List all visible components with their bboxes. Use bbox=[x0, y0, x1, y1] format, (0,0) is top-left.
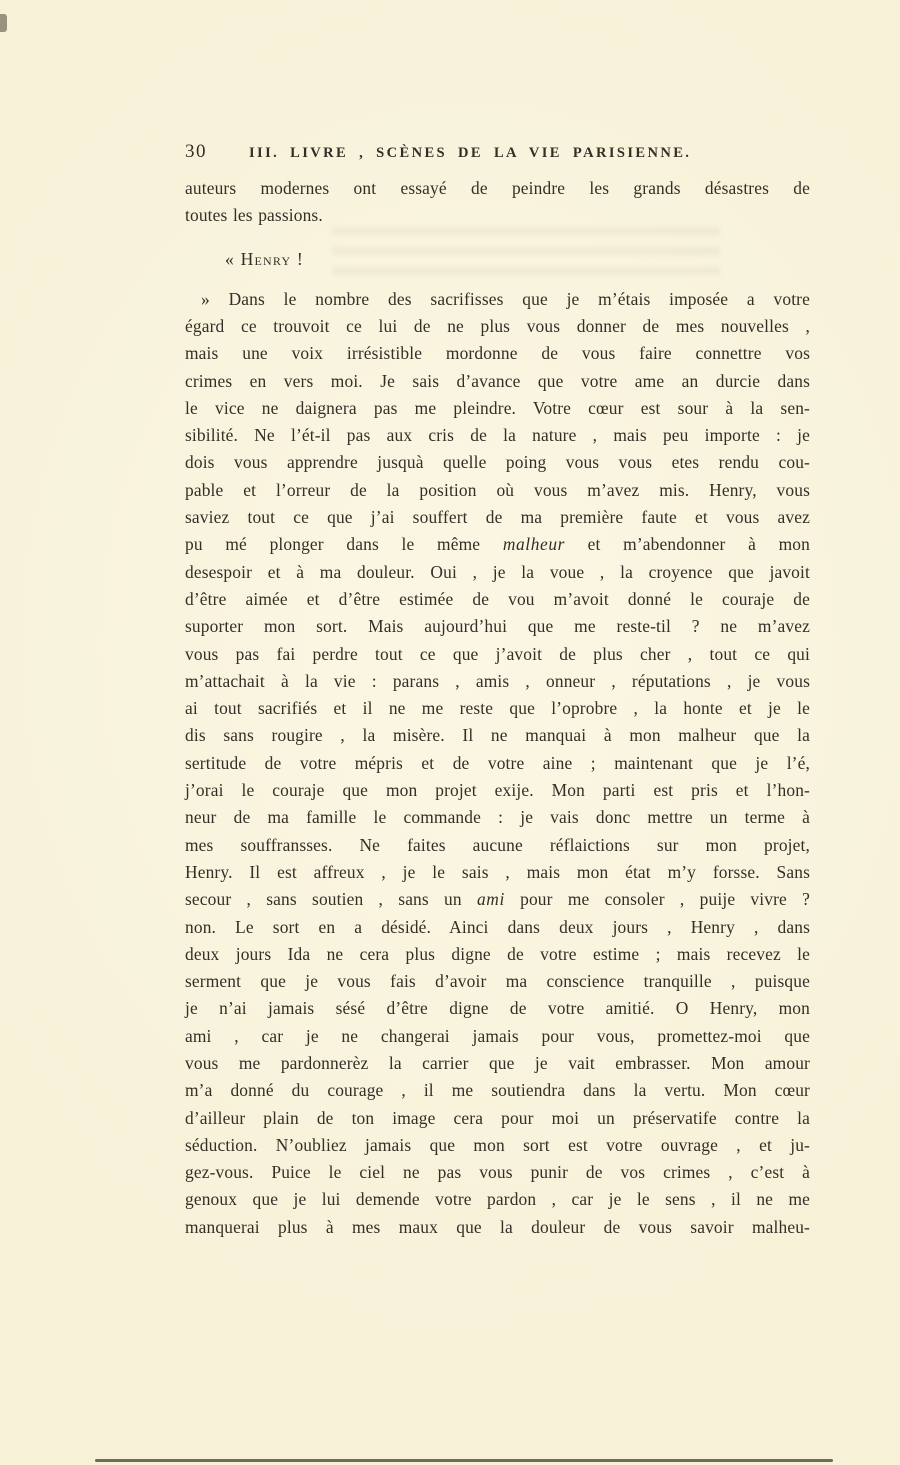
letter-body bbox=[185, 286, 810, 1241]
text-line: crimes en vers moi. Je sais d’avance que votre ame an durcie dans bbox=[185, 370, 810, 391]
text-line: je n’ai jamais sésé d’être digne de votre amitié. O Henry, mon bbox=[185, 998, 810, 1019]
text-line: neur de ma famille le commande : je vais donc mettre un terme à bbox=[185, 807, 810, 828]
text-line: » Dans le nombre des sacrifisses que je m’étais imposée a votre bbox=[201, 288, 810, 309]
running-header bbox=[185, 141, 810, 163]
text-line: égard ce trouvoit ce lui de ne plus vous donner de mes nouvelles , bbox=[185, 315, 810, 336]
text-line: d’ailleur plain de ton image cera pour moi un préservatife contre la bbox=[185, 1107, 810, 1128]
text-line: suporter mon sort. Mais aujourd’hui que me reste-til ? ne m’avez bbox=[185, 616, 810, 637]
text-line: non. Le sort en a désidé. Ainci dans deux jours , Henry , dans bbox=[185, 916, 810, 937]
scan-bottom-line-artifact bbox=[95, 1459, 833, 1462]
text-line: ami , car je ne changerai jamais pour vous, promettez-moi que bbox=[185, 1025, 810, 1046]
text-line: ai tout sacrifiés et il ne me reste que l’oprobre , la honte et je le bbox=[185, 698, 810, 719]
scan-edge-artifact bbox=[0, 14, 7, 32]
text-line: vous pas fai perdre tout ce que j’avoit de plus cher , tout ce qui bbox=[185, 643, 810, 664]
text-line: Henry. Il est affreux , je le sais , mais mon état m’y forsse. Sans bbox=[185, 861, 810, 882]
text-line: m’a donné du courage , il me soutiendra dans la vertu. Mon cœur bbox=[185, 1080, 810, 1101]
text-line: manquerai plus à mes maux que la douleur de vous savoir malheu- bbox=[185, 1216, 810, 1237]
text-line: deux jours Ida ne cera plus digne de votre estime ; mais recevez le bbox=[185, 943, 810, 964]
text-line: dois vous apprendre jusquà quelle poing vous vous etes rendu cou- bbox=[185, 452, 810, 473]
text-line: mes souffransses. Ne faites aucune réflaictions sur mon projet, bbox=[185, 834, 810, 855]
text-line: le vice ne daignera pas me pleindre. Votre cœur est sour à la sen- bbox=[185, 397, 810, 418]
text-line: d’être aimée et d’être estimée de vou m’avoit donné le couraje de bbox=[185, 588, 810, 609]
intro-paragraph bbox=[185, 175, 810, 230]
text-line: pu mé plonger dans le même malheur et m’abendonner à mon bbox=[185, 534, 810, 555]
page-number: 30 bbox=[185, 141, 207, 162]
text-line: genoux que je lui demende votre pardon , car je le sens , il ne me bbox=[185, 1189, 810, 1210]
text-line: saviez tout ce que j’ai souffert de ma première faute et vous avez bbox=[185, 507, 810, 528]
page-content bbox=[185, 141, 810, 1241]
text-line: sibilité. Ne l’ét-il pas aux cris de la nature , mais peu importe : je bbox=[185, 425, 810, 446]
text-line: toutes les passions. bbox=[185, 205, 323, 226]
text-line: séduction. N’oubliez jamais que mon sort est votre ouvrage , et ju- bbox=[185, 1134, 810, 1155]
text-line: auteurs modernes ont essayé de peindre les grands désastres de bbox=[185, 178, 810, 198]
text-line: vous me pardonnerèz la carrier que je vait embrasser. Mon amour bbox=[185, 1053, 810, 1073]
letter-salutation: « Henry ! bbox=[225, 248, 304, 269]
text-line: pable et l’orreur de la position où vous m’avez mis. Henry, vous bbox=[185, 479, 810, 500]
text-line: m’attachait à la vie : parans , amis , onneur , réputations , je vous bbox=[185, 670, 810, 691]
text-line: desespoir et à ma douleur. Oui , je la voue , la croyence que javoit bbox=[185, 561, 810, 582]
text-line: gez-vous. Puice le ciel ne pas vous punir de vos crimes , c’est à bbox=[185, 1162, 810, 1183]
running-header-title: III. LIVRE , SCÈNES DE LA VIE PARISIENNE. bbox=[249, 145, 692, 161]
text-line: serment que je vous fais d’avoir ma conscience tranquille , puisque bbox=[185, 971, 810, 992]
text-line: dis sans rougire , la misère. Il ne manquai à mon malheur que la bbox=[185, 725, 810, 746]
text-line: sertitude de votre mépris et de votre aine ; maintenant que je l’é, bbox=[185, 752, 810, 773]
text-line: secour , sans soutien , sans un ami pour me consoler , puije vivre ? bbox=[185, 889, 810, 910]
text-line: j’orai le couraje que mon projet exije. Mon parti est pris et l’hon- bbox=[185, 780, 810, 801]
text-line: mais une voix irrésistible mordonne de vous faire connettre vos bbox=[185, 343, 810, 364]
